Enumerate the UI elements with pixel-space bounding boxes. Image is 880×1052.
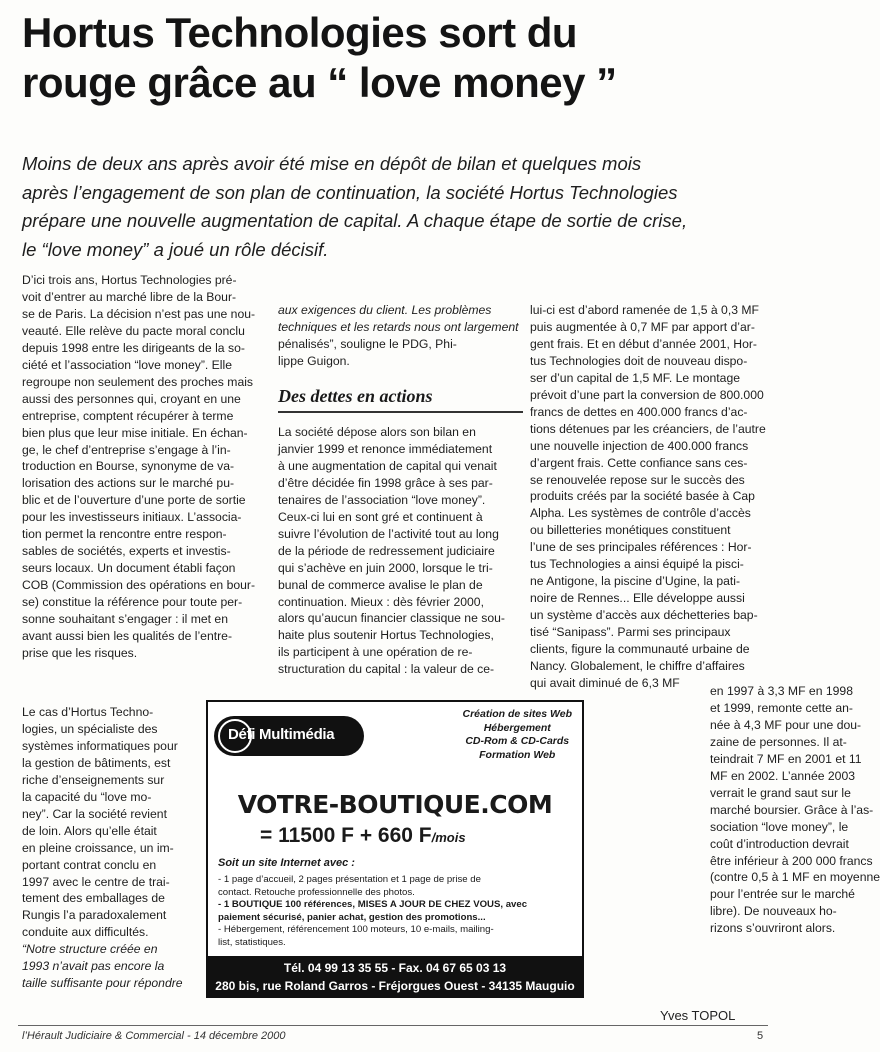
ad-service-item: Hébergement bbox=[483, 721, 551, 734]
body-line: née à 4,3 MF pour une dou- bbox=[710, 717, 862, 732]
body-line: produits créés par la société basée à Cap bbox=[530, 489, 755, 504]
body-line: d’être décidée fin 1998 grâce à ses par- bbox=[278, 475, 493, 490]
body-line: prévoit d’une part la conversion de 800.000 bbox=[530, 387, 764, 402]
body-line: tion permet la rencontre entre respon- bbox=[22, 527, 227, 542]
ad-domain[interactable]: VOTRE-BOUTIQUE.COM bbox=[237, 790, 553, 819]
body-line: tus Technologies doit de nouveau dispo- bbox=[530, 353, 748, 368]
body-line: D’ici trois ans, Hortus Technologies pré- bbox=[22, 273, 237, 287]
title-line: rouge grâce au “ love money ” bbox=[22, 59, 617, 106]
body-line: alors qu’aucun financier classique ne sou- bbox=[278, 611, 505, 626]
body-line: se renouvelée repose sur le succès des bbox=[530, 472, 745, 487]
body-line: tions détenues par les créanciers, de l’autre bbox=[530, 421, 766, 436]
footer-divider bbox=[18, 1025, 768, 1026]
body-line: taille suffisante pour répondre bbox=[22, 976, 183, 991]
footer-publication: l’Hérault Judiciaire & Commercial - 14 décembre 2000 bbox=[22, 1030, 286, 1042]
body-line: sonne souhaitant s’engager : il met en bbox=[22, 612, 228, 627]
body-line: troduction en Bourse, synonyme de va- bbox=[22, 459, 235, 474]
body-line: rizons s’ouvriront alors. bbox=[710, 921, 836, 936]
body-line: et 1999, remonte cette an- bbox=[710, 700, 853, 715]
body-line: La société dépose alors son bilan en bbox=[278, 425, 476, 439]
body-line: continuation. Mieux : dès février 2000, bbox=[278, 594, 484, 609]
body-line: ils participent à une opération de re- bbox=[278, 645, 473, 660]
body-line: d’argent frais. Cette confiance sans ces- bbox=[530, 455, 748, 470]
body-line: “Notre structure créée en bbox=[22, 942, 158, 957]
ad-offer-line: contact. Retouche professionnelle des photos. bbox=[218, 886, 415, 898]
body-line: clients, figure la communauté urbaine de bbox=[530, 642, 750, 657]
body-line: 1993 n’avait pas encore la bbox=[22, 959, 165, 974]
ad-contact: Tél. 04 99 13 35 55 - Fax. 04 67 65 03 13 bbox=[283, 961, 507, 975]
body-line: pour les investisseurs initiaux. L’associa- bbox=[22, 510, 242, 525]
body-line: à une augmentation de capital qui venait bbox=[278, 458, 497, 473]
body-line: se) constitue la référence pour toute per- bbox=[22, 595, 243, 610]
body-line: voit d’entrer au marché libre de la Bour- bbox=[22, 289, 237, 304]
body-line: entreprise, comptent récupérer à terme bbox=[22, 408, 234, 423]
body-line: suivre l’évolution de l’activité tout au long bbox=[278, 526, 499, 541]
ad-offer-line: - 1 page d’accueil, 2 pages présentation et 1 page de prise de bbox=[218, 874, 481, 885]
lead-line: après l’engagement de son plan de continuation, la société Hortus Technologies bbox=[22, 181, 678, 203]
body-line: la capacité du “love mo- bbox=[22, 789, 152, 804]
ad-service-item: Formation Web bbox=[479, 748, 556, 761]
ad-logo bbox=[214, 716, 364, 756]
body-line: systèmes informatiques pour bbox=[22, 738, 178, 753]
body-line: bunal de commerce avalise le plan de bbox=[278, 577, 483, 592]
body-line: techniques et les retards nous ont largement bbox=[278, 319, 519, 334]
body-line: être inférieur à 200 000 francs bbox=[710, 853, 873, 868]
body-line: ney”. Car la société revient bbox=[22, 806, 167, 821]
body-line: tenaires de l’association “love money”. bbox=[278, 492, 486, 507]
body-line: l’une de ses principales références : Hor- bbox=[530, 540, 752, 555]
body-line: verrait le grand saut sur le bbox=[710, 785, 851, 800]
body-line: depuis 1998 entre les dirigeants de la so- bbox=[22, 340, 245, 355]
body-line: aussi des personnes qui, croyant en une bbox=[22, 391, 241, 406]
ad-logo-text: Défi Multimédia bbox=[228, 726, 335, 743]
body-line: francs de dettes en 400.000 francs d’ac- bbox=[530, 404, 748, 419]
body-line: regroupe non seulement des proches mais bbox=[22, 374, 254, 389]
ad-offer-list bbox=[218, 874, 574, 949]
body-line: ciété et l’association “love money”. Elle bbox=[22, 357, 232, 372]
column-3 bbox=[530, 302, 775, 692]
body-line: une nouvelle injection de 400.000 francs bbox=[530, 438, 749, 453]
lead-line: Moins de deux ans après avoir été mise en dépôt de bilan et quelques mois bbox=[22, 153, 642, 174]
ad-contact-bar bbox=[208, 956, 582, 996]
body-line: structuration du capital : la valeur de ce- bbox=[278, 662, 495, 677]
ad-price bbox=[260, 824, 466, 848]
body-line: janvier 1999 et renonce immédiatement bbox=[278, 441, 493, 456]
body-line: de la période de redressement judiciaire bbox=[278, 543, 495, 558]
advertisement[interactable] bbox=[206, 700, 584, 998]
body-line: ge, le chef d’entreprise s’engage à l’in- bbox=[22, 442, 231, 457]
column-3-lower bbox=[710, 683, 880, 937]
ad-price-value: = 11500 F + 660 F bbox=[260, 824, 432, 847]
body-line: pour l’entrée sur le marché bbox=[710, 887, 855, 902]
body-line: aux exigences du client. Les problèmes bbox=[278, 303, 492, 317]
body-line: prise que les risques. bbox=[22, 645, 138, 660]
body-line: conduite aux difficultés. bbox=[22, 925, 149, 940]
body-line: seurs locaux. Un document établi façon bbox=[22, 561, 236, 576]
article-title bbox=[22, 8, 722, 108]
body-line: avant aussi bien les qualités de l’entre- bbox=[22, 629, 233, 644]
body-line: lippe Guigon. bbox=[278, 353, 350, 368]
column-1 bbox=[22, 272, 272, 662]
body-line: puis augmentée à 0,7 MF par apport d’ar- bbox=[530, 319, 755, 334]
body-line: teindrait 7 MF en 2001 et 11 bbox=[710, 751, 862, 766]
article-lead bbox=[22, 150, 772, 264]
body-line: veauté. Elle relève du pacte moral conclu bbox=[22, 323, 245, 338]
body-line: (contre 0,5 à 1 MF en moyenne bbox=[710, 870, 880, 885]
body-line: ne Antigone, la piscine d’Ugine, la pati- bbox=[530, 574, 741, 589]
body-line: lorisation des actions sur le marché pu- bbox=[22, 476, 235, 491]
body-line: Nancy. Globalement, le chiffre d’affaires bbox=[530, 659, 745, 674]
body-line: 1997 avec le centre de trai- bbox=[22, 874, 170, 889]
ad-address: 280 bis, rue Roland Garros - Fréjorgues Ouest - 34135 Mauguio bbox=[215, 979, 575, 993]
body-line: MF en 2002. L’année 2003 bbox=[710, 768, 856, 783]
lead-line: prépare une nouvelle augmentation de capital. A chaque étape de sortie de crise, bbox=[22, 210, 688, 231]
body-line: noire de Rennes... Elle développe aussi bbox=[530, 591, 745, 606]
body-line: pénalisés”, souligne le PDG, Phi- bbox=[278, 336, 457, 351]
body-line: sables de sociétés, experts et investis- bbox=[22, 544, 231, 559]
ad-service-item: Création de sites Web bbox=[462, 708, 572, 720]
body-line: haite plus soutenir Hortus Technologies, bbox=[278, 628, 494, 643]
column-2-top bbox=[278, 302, 523, 370]
body-line: marché boursier. Grâce à l’as- bbox=[710, 802, 874, 817]
column-1-lower bbox=[22, 704, 197, 992]
ad-offer-line: - Hébergement, référencement 100 moteurs, 10 e-mails, mailing- bbox=[218, 924, 494, 935]
body-line: riche d’enseignements sur bbox=[22, 772, 165, 787]
ad-offer-line: list, statistiques. bbox=[218, 936, 286, 948]
body-line: Rungis l’a paradoxalement bbox=[22, 908, 167, 923]
body-line: tus Technologies a ainsi équipé la pisci- bbox=[530, 557, 744, 572]
body-line: tisé “Sanipass”. Parmi ses principaux bbox=[530, 625, 731, 640]
title-line: Hortus Technologies sort du bbox=[22, 9, 578, 56]
body-line: ser d’un capital de 1,5 MF. Le montage bbox=[530, 370, 741, 385]
body-line: libre). De nouveaux ho- bbox=[710, 904, 837, 919]
body-line: COB (Commission des opérations en bour- bbox=[22, 578, 256, 593]
body-line: coût d’introduction devrait bbox=[710, 836, 849, 851]
ad-services bbox=[462, 708, 572, 762]
body-line: gent frais. Et en début d’année 2001, Hor- bbox=[530, 336, 757, 351]
body-line: Alpha. Les systèmes de contrôle d’accès bbox=[530, 506, 751, 521]
body-line: Le cas d’Hortus Techno- bbox=[22, 705, 154, 719]
author-signature: Yves TOPOL bbox=[660, 1008, 736, 1023]
body-line: la gestion de bâtiments, est bbox=[22, 755, 171, 770]
body-line: se de Paris. La décision n’est pas une nou- bbox=[22, 306, 256, 321]
body-line: de loin. Alors qu’elle était bbox=[22, 823, 157, 838]
ad-offer-line: paiement sécurisé, panier achat, gestion des promotions... bbox=[218, 911, 486, 923]
lead-line: le “love money” a joué un rôle décisif. bbox=[22, 238, 329, 260]
column-2 bbox=[278, 424, 523, 678]
body-line: qui avait diminué de 6,3 MF bbox=[530, 675, 680, 690]
ad-offer-line: - 1 BOUTIQUE 100 références, MISES A JOUR DE CHEZ VOUS, avec bbox=[218, 899, 528, 910]
body-line: tement des emballages de bbox=[22, 891, 165, 906]
body-line: portant contrat conclu en bbox=[22, 857, 157, 872]
body-line: Ceux-ci lui en sont gré et continuent à bbox=[278, 509, 483, 524]
body-line: bien plus que leur mise initiale. En échan- bbox=[22, 425, 248, 440]
body-line: en pleine croissance, un im- bbox=[22, 840, 174, 855]
body-line: logies, un spécialiste des bbox=[22, 721, 158, 736]
body-line: blic et de l’ouverture d’une porte de sortie bbox=[22, 493, 246, 508]
body-line: en 1997 à 3,3 MF en 1998 bbox=[710, 684, 853, 698]
ad-service-item: CD-Rom & CD-Cards bbox=[465, 735, 570, 747]
body-line: ou billetteries monétiques constituent bbox=[530, 523, 731, 538]
body-line: zaine de personnes. Il at- bbox=[710, 734, 847, 749]
body-line: sociation “love money”, le bbox=[710, 819, 849, 834]
ad-price-unit: /mois bbox=[431, 830, 466, 845]
page-number: 5 bbox=[757, 1030, 764, 1042]
ad-offer-title: Soit un site Internet avec : bbox=[218, 857, 355, 869]
body-line: lui-ci est d’abord ramenée de 1,5 à 0,3 MF bbox=[530, 303, 759, 317]
body-line: qui s’achève en juin 2000, lorsque le tri- bbox=[278, 560, 493, 575]
body-line: un système d’accès aux déchetteries bap- bbox=[530, 608, 758, 623]
section-subheading: Des dettes en actions bbox=[278, 383, 523, 413]
